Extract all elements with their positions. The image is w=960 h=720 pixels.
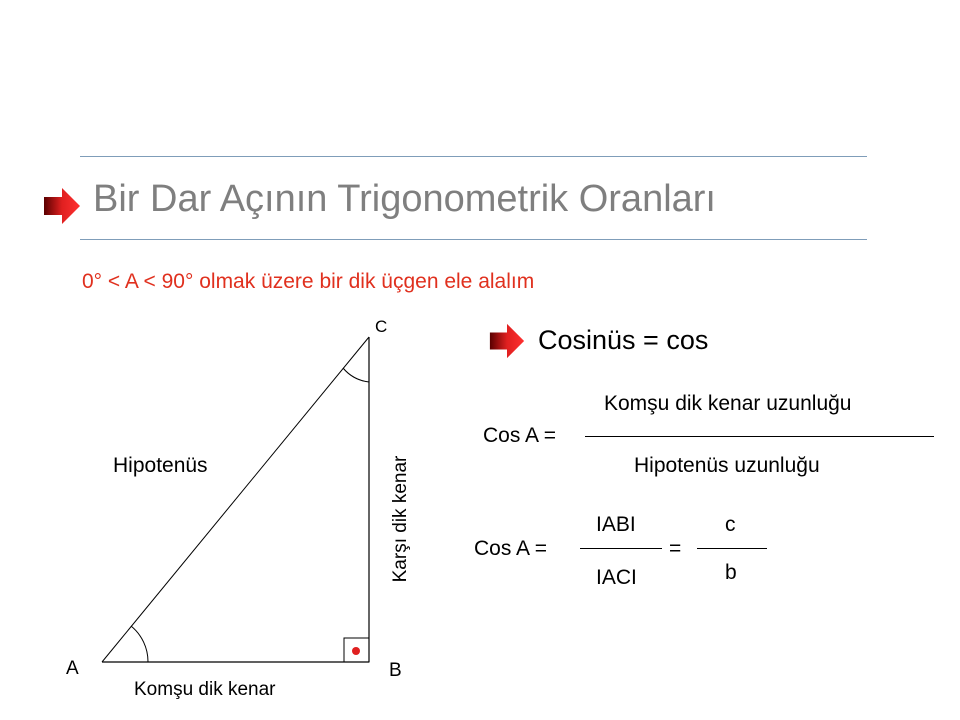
formula1-denominator: Hipotenüs uzunluğu — [634, 454, 820, 477]
opposite-side-label: Karşı dik kenar — [390, 455, 411, 583]
hypotenuse-line — [102, 337, 369, 662]
vertex-c-label: C — [375, 317, 388, 336]
right-angle-dot — [352, 647, 360, 655]
angle-a-arc — [131, 626, 148, 662]
definition-heading: Cosinüs = cos — [538, 325, 709, 355]
formula1-lhs: Cos A = — [483, 424, 556, 447]
formula2-equals: = — [669, 537, 682, 560]
hypotenuse-label: Hipotenüs — [113, 454, 208, 477]
adjacent-side-label: Komşu dik kenar — [134, 679, 276, 700]
formula1-fraction-bar — [585, 436, 934, 437]
formula2-fraction-bar — [580, 548, 662, 549]
formula2-lhs: Cos A = — [474, 537, 547, 560]
page-title: Bir Dar Açının Trigonometrik Oranları — [93, 178, 716, 220]
subtitle: 0° < A < 90° olmak üzere bir dik üçgen ele alalım — [82, 270, 535, 293]
formula1-numerator: Komşu dik kenar uzunluğu — [604, 392, 852, 415]
formula2-numerator: IABI — [596, 513, 636, 536]
formula2-denominator: IACI — [596, 566, 637, 589]
angle-c-arc — [343, 368, 369, 382]
vertex-b-label: B — [389, 660, 402, 681]
definition-arrow-icon — [488, 322, 526, 360]
vertex-a-label: A — [66, 658, 79, 679]
formula2-fraction-bar2 — [697, 548, 767, 549]
formula2-denominator2: b — [725, 561, 737, 584]
formula2-numerator2: c — [725, 513, 736, 536]
